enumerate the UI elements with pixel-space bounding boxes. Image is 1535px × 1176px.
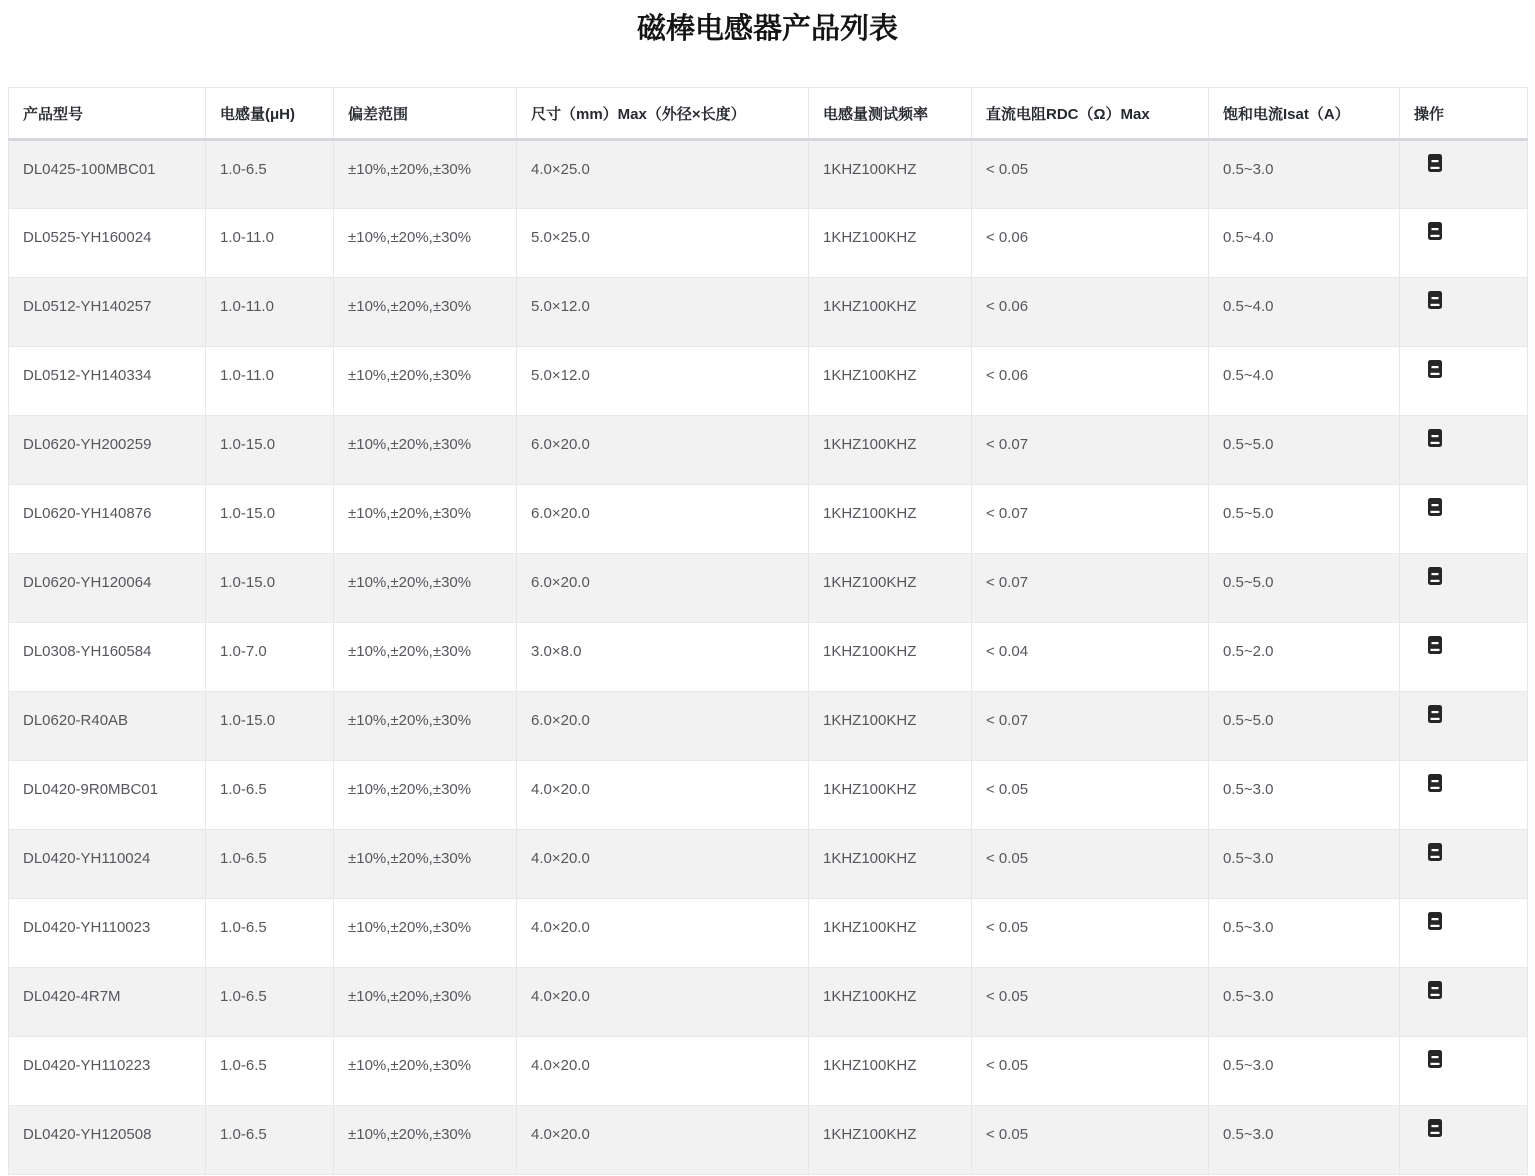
- cell-action: [1400, 278, 1528, 347]
- cell-action: [1400, 830, 1528, 899]
- cell-tolerance: ±10%,±20%,±30%: [334, 485, 517, 554]
- table-row: [9, 554, 1528, 623]
- cell-frequency: 1KHZ100KHZ: [809, 692, 972, 761]
- cell-rdc: < 0.06: [972, 347, 1209, 416]
- cell-inductance: 1.0-11.0: [206, 278, 334, 347]
- cell-isat: 0.5~4.0: [1209, 347, 1400, 416]
- cell-rdc: < 0.06: [972, 278, 1209, 347]
- cell-inductance: 1.0-6.5: [206, 761, 334, 830]
- table-row: [9, 830, 1528, 899]
- cell-isat: 0.5~5.0: [1209, 416, 1400, 485]
- cell-isat: 0.5~3.0: [1209, 1037, 1400, 1106]
- document-icon: [1428, 360, 1442, 378]
- cell-model: DL0420-YH110024: [9, 830, 206, 899]
- document-icon: [1428, 429, 1442, 447]
- document-icon: [1428, 1050, 1442, 1068]
- cell-model: DL0620-YH200259: [9, 416, 206, 485]
- cell-inductance: 1.0-6.5: [206, 1037, 334, 1106]
- cell-tolerance: ±10%,±20%,±30%: [334, 554, 517, 623]
- cell-action: [1400, 1106, 1528, 1175]
- cell-isat: 0.5~5.0: [1209, 554, 1400, 623]
- document-icon: [1428, 705, 1442, 723]
- cell-action: [1400, 899, 1528, 968]
- cell-rdc: < 0.05: [972, 968, 1209, 1037]
- cell-inductance: 1.0-11.0: [206, 347, 334, 416]
- cell-size: 3.0×8.0: [517, 623, 809, 692]
- product-table-container: [8, 87, 1527, 1175]
- cell-size: 4.0×20.0: [517, 830, 809, 899]
- cell-tolerance: ±10%,±20%,±30%: [334, 899, 517, 968]
- cell-inductance: 1.0-7.0: [206, 623, 334, 692]
- cell-inductance: 1.0-6.5: [206, 968, 334, 1037]
- cell-isat: 0.5~4.0: [1209, 278, 1400, 347]
- cell-action: [1400, 416, 1528, 485]
- cell-size: 4.0×20.0: [517, 761, 809, 830]
- cell-model: DL0420-YH110023: [9, 899, 206, 968]
- cell-action: [1400, 692, 1528, 761]
- cell-tolerance: ±10%,±20%,±30%: [334, 968, 517, 1037]
- cell-frequency: 1KHZ100KHZ: [809, 554, 972, 623]
- document-icon: [1428, 154, 1442, 172]
- view-detail-button[interactable]: [1428, 705, 1442, 723]
- view-detail-button[interactable]: [1428, 1119, 1442, 1137]
- document-icon: [1428, 912, 1442, 930]
- cell-action: [1400, 485, 1528, 554]
- column-header-tolerance: 偏差范围: [334, 88, 517, 140]
- cell-rdc: < 0.07: [972, 692, 1209, 761]
- view-detail-button[interactable]: [1428, 360, 1442, 378]
- view-detail-button[interactable]: [1428, 567, 1442, 585]
- cell-rdc: < 0.07: [972, 416, 1209, 485]
- cell-frequency: 1KHZ100KHZ: [809, 140, 972, 209]
- cell-frequency: 1KHZ100KHZ: [809, 968, 972, 1037]
- cell-isat: 0.5~3.0: [1209, 1106, 1400, 1175]
- view-detail-button[interactable]: [1428, 429, 1442, 447]
- cell-size: 4.0×20.0: [517, 1106, 809, 1175]
- view-detail-button[interactable]: [1428, 498, 1442, 516]
- table-header-row: [9, 88, 1528, 140]
- table-row: [9, 140, 1528, 209]
- cell-frequency: 1KHZ100KHZ: [809, 1037, 972, 1106]
- document-icon: [1428, 981, 1442, 999]
- document-icon: [1428, 636, 1442, 654]
- cell-model: DL0420-YH120508: [9, 1106, 206, 1175]
- cell-size: 4.0×20.0: [517, 1037, 809, 1106]
- cell-isat: 0.5~3.0: [1209, 899, 1400, 968]
- cell-frequency: 1KHZ100KHZ: [809, 899, 972, 968]
- column-header-rdc: 直流电阻RDC（Ω）Max: [972, 88, 1209, 140]
- cell-isat: 0.5~4.0: [1209, 209, 1400, 278]
- document-icon: [1428, 567, 1442, 585]
- cell-action: [1400, 347, 1528, 416]
- cell-rdc: < 0.07: [972, 554, 1209, 623]
- cell-action: [1400, 1037, 1528, 1106]
- cell-frequency: 1KHZ100KHZ: [809, 347, 972, 416]
- cell-tolerance: ±10%,±20%,±30%: [334, 278, 517, 347]
- view-detail-button[interactable]: [1428, 222, 1442, 240]
- cell-rdc: < 0.05: [972, 1106, 1209, 1175]
- view-detail-button[interactable]: [1428, 1050, 1442, 1068]
- cell-size: 5.0×12.0: [517, 347, 809, 416]
- cell-model: DL0420-9R0MBC01: [9, 761, 206, 830]
- document-icon: [1428, 843, 1442, 861]
- table-row: [9, 899, 1528, 968]
- column-header-model: 产品型号: [9, 88, 206, 140]
- table-row: [9, 278, 1528, 347]
- cell-isat: 0.5~3.0: [1209, 761, 1400, 830]
- cell-inductance: 1.0-15.0: [206, 416, 334, 485]
- cell-size: 6.0×20.0: [517, 485, 809, 554]
- view-detail-button[interactable]: [1428, 981, 1442, 999]
- table-row: [9, 485, 1528, 554]
- cell-rdc: < 0.05: [972, 1037, 1209, 1106]
- cell-model: DL0620-YH120064: [9, 554, 206, 623]
- cell-action: [1400, 761, 1528, 830]
- cell-size: 4.0×20.0: [517, 899, 809, 968]
- view-detail-button[interactable]: [1428, 291, 1442, 309]
- cell-rdc: < 0.04: [972, 623, 1209, 692]
- cell-frequency: 1KHZ100KHZ: [809, 209, 972, 278]
- cell-model: DL0420-4R7M: [9, 968, 206, 1037]
- column-header-size: 尺寸（mm）Max（外径×长度）: [517, 88, 809, 140]
- table-row: [9, 209, 1528, 278]
- document-icon: [1428, 774, 1442, 792]
- view-detail-button[interactable]: [1428, 154, 1442, 172]
- cell-model: DL0425-100MBC01: [9, 140, 206, 209]
- table-row: [9, 968, 1528, 1037]
- table-row: [9, 1106, 1528, 1175]
- cell-size: 5.0×12.0: [517, 278, 809, 347]
- cell-rdc: < 0.05: [972, 140, 1209, 209]
- cell-inductance: 1.0-11.0: [206, 209, 334, 278]
- table-row: [9, 416, 1528, 485]
- cell-isat: 0.5~5.0: [1209, 485, 1400, 554]
- cell-tolerance: ±10%,±20%,±30%: [334, 209, 517, 278]
- cell-action: [1400, 209, 1528, 278]
- document-icon: [1428, 222, 1442, 240]
- cell-model: DL0308-YH160584: [9, 623, 206, 692]
- cell-tolerance: ±10%,±20%,±30%: [334, 761, 517, 830]
- page-title: 磁棒电感器产品列表: [636, 13, 898, 45]
- cell-tolerance: ±10%,±20%,±30%: [334, 623, 517, 692]
- column-header-action: 操作: [1400, 88, 1528, 140]
- cell-frequency: 1KHZ100KHZ: [809, 830, 972, 899]
- cell-rdc: < 0.05: [972, 761, 1209, 830]
- cell-frequency: 1KHZ100KHZ: [809, 623, 972, 692]
- cell-action: [1400, 623, 1528, 692]
- cell-rdc: < 0.07: [972, 485, 1209, 554]
- cell-size: 5.0×25.0: [517, 209, 809, 278]
- cell-frequency: 1KHZ100KHZ: [809, 278, 972, 347]
- cell-tolerance: ±10%,±20%,±30%: [334, 140, 517, 209]
- cell-size: 6.0×20.0: [517, 554, 809, 623]
- document-icon: [1428, 1119, 1442, 1137]
- column-header-isat: 饱和电流Isat（A）: [1209, 88, 1400, 140]
- column-header-frequency: 电感量测试频率: [809, 88, 972, 140]
- cell-inductance: 1.0-15.0: [206, 485, 334, 554]
- table-row: [9, 623, 1528, 692]
- cell-action: [1400, 140, 1528, 209]
- cell-frequency: 1KHZ100KHZ: [809, 761, 972, 830]
- cell-inductance: 1.0-6.5: [206, 140, 334, 209]
- cell-inductance: 1.0-6.5: [206, 830, 334, 899]
- cell-model: DL0420-YH110223: [9, 1037, 206, 1106]
- view-detail-button[interactable]: [1428, 912, 1442, 930]
- cell-model: DL0512-YH140257: [9, 278, 206, 347]
- cell-size: 4.0×25.0: [517, 140, 809, 209]
- cell-isat: 0.5~5.0: [1209, 692, 1400, 761]
- cell-tolerance: ±10%,±20%,±30%: [334, 692, 517, 761]
- cell-rdc: < 0.06: [972, 209, 1209, 278]
- cell-rdc: < 0.05: [972, 899, 1209, 968]
- cell-inductance: 1.0-6.5: [206, 1106, 334, 1175]
- cell-inductance: 1.0-15.0: [206, 692, 334, 761]
- product-table: [8, 87, 1528, 1175]
- cell-size: 6.0×20.0: [517, 692, 809, 761]
- cell-tolerance: ±10%,±20%,±30%: [334, 1037, 517, 1106]
- view-detail-button[interactable]: [1428, 636, 1442, 654]
- cell-size: 4.0×20.0: [517, 968, 809, 1037]
- cell-action: [1400, 554, 1528, 623]
- view-detail-button[interactable]: [1428, 843, 1442, 861]
- table-row: [9, 692, 1528, 761]
- document-icon: [1428, 291, 1442, 309]
- cell-size: 6.0×20.0: [517, 416, 809, 485]
- view-detail-button[interactable]: [1428, 774, 1442, 792]
- cell-tolerance: ±10%,±20%,±30%: [334, 347, 517, 416]
- table-row: [9, 1037, 1528, 1106]
- cell-inductance: 1.0-15.0: [206, 554, 334, 623]
- column-header-inductance: 电感量(μH): [206, 88, 334, 140]
- table-row: [9, 347, 1528, 416]
- cell-inductance: 1.0-6.5: [206, 899, 334, 968]
- cell-tolerance: ±10%,±20%,±30%: [334, 830, 517, 899]
- cell-isat: 0.5~3.0: [1209, 140, 1400, 209]
- cell-model: DL0512-YH140334: [9, 347, 206, 416]
- cell-isat: 0.5~2.0: [1209, 623, 1400, 692]
- cell-tolerance: ±10%,±20%,±30%: [334, 416, 517, 485]
- cell-frequency: 1KHZ100KHZ: [809, 485, 972, 554]
- document-icon: [1428, 498, 1442, 516]
- cell-isat: 0.5~3.0: [1209, 830, 1400, 899]
- table-row: [9, 761, 1528, 830]
- cell-model: DL0620-R40AB: [9, 692, 206, 761]
- cell-model: DL0525-YH160024: [9, 209, 206, 278]
- cell-isat: 0.5~3.0: [1209, 968, 1400, 1037]
- cell-action: [1400, 968, 1528, 1037]
- cell-model: DL0620-YH140876: [9, 485, 206, 554]
- cell-tolerance: ±10%,±20%,±30%: [334, 1106, 517, 1175]
- cell-rdc: < 0.05: [972, 830, 1209, 899]
- cell-frequency: 1KHZ100KHZ: [809, 1106, 972, 1175]
- cell-frequency: 1KHZ100KHZ: [809, 416, 972, 485]
